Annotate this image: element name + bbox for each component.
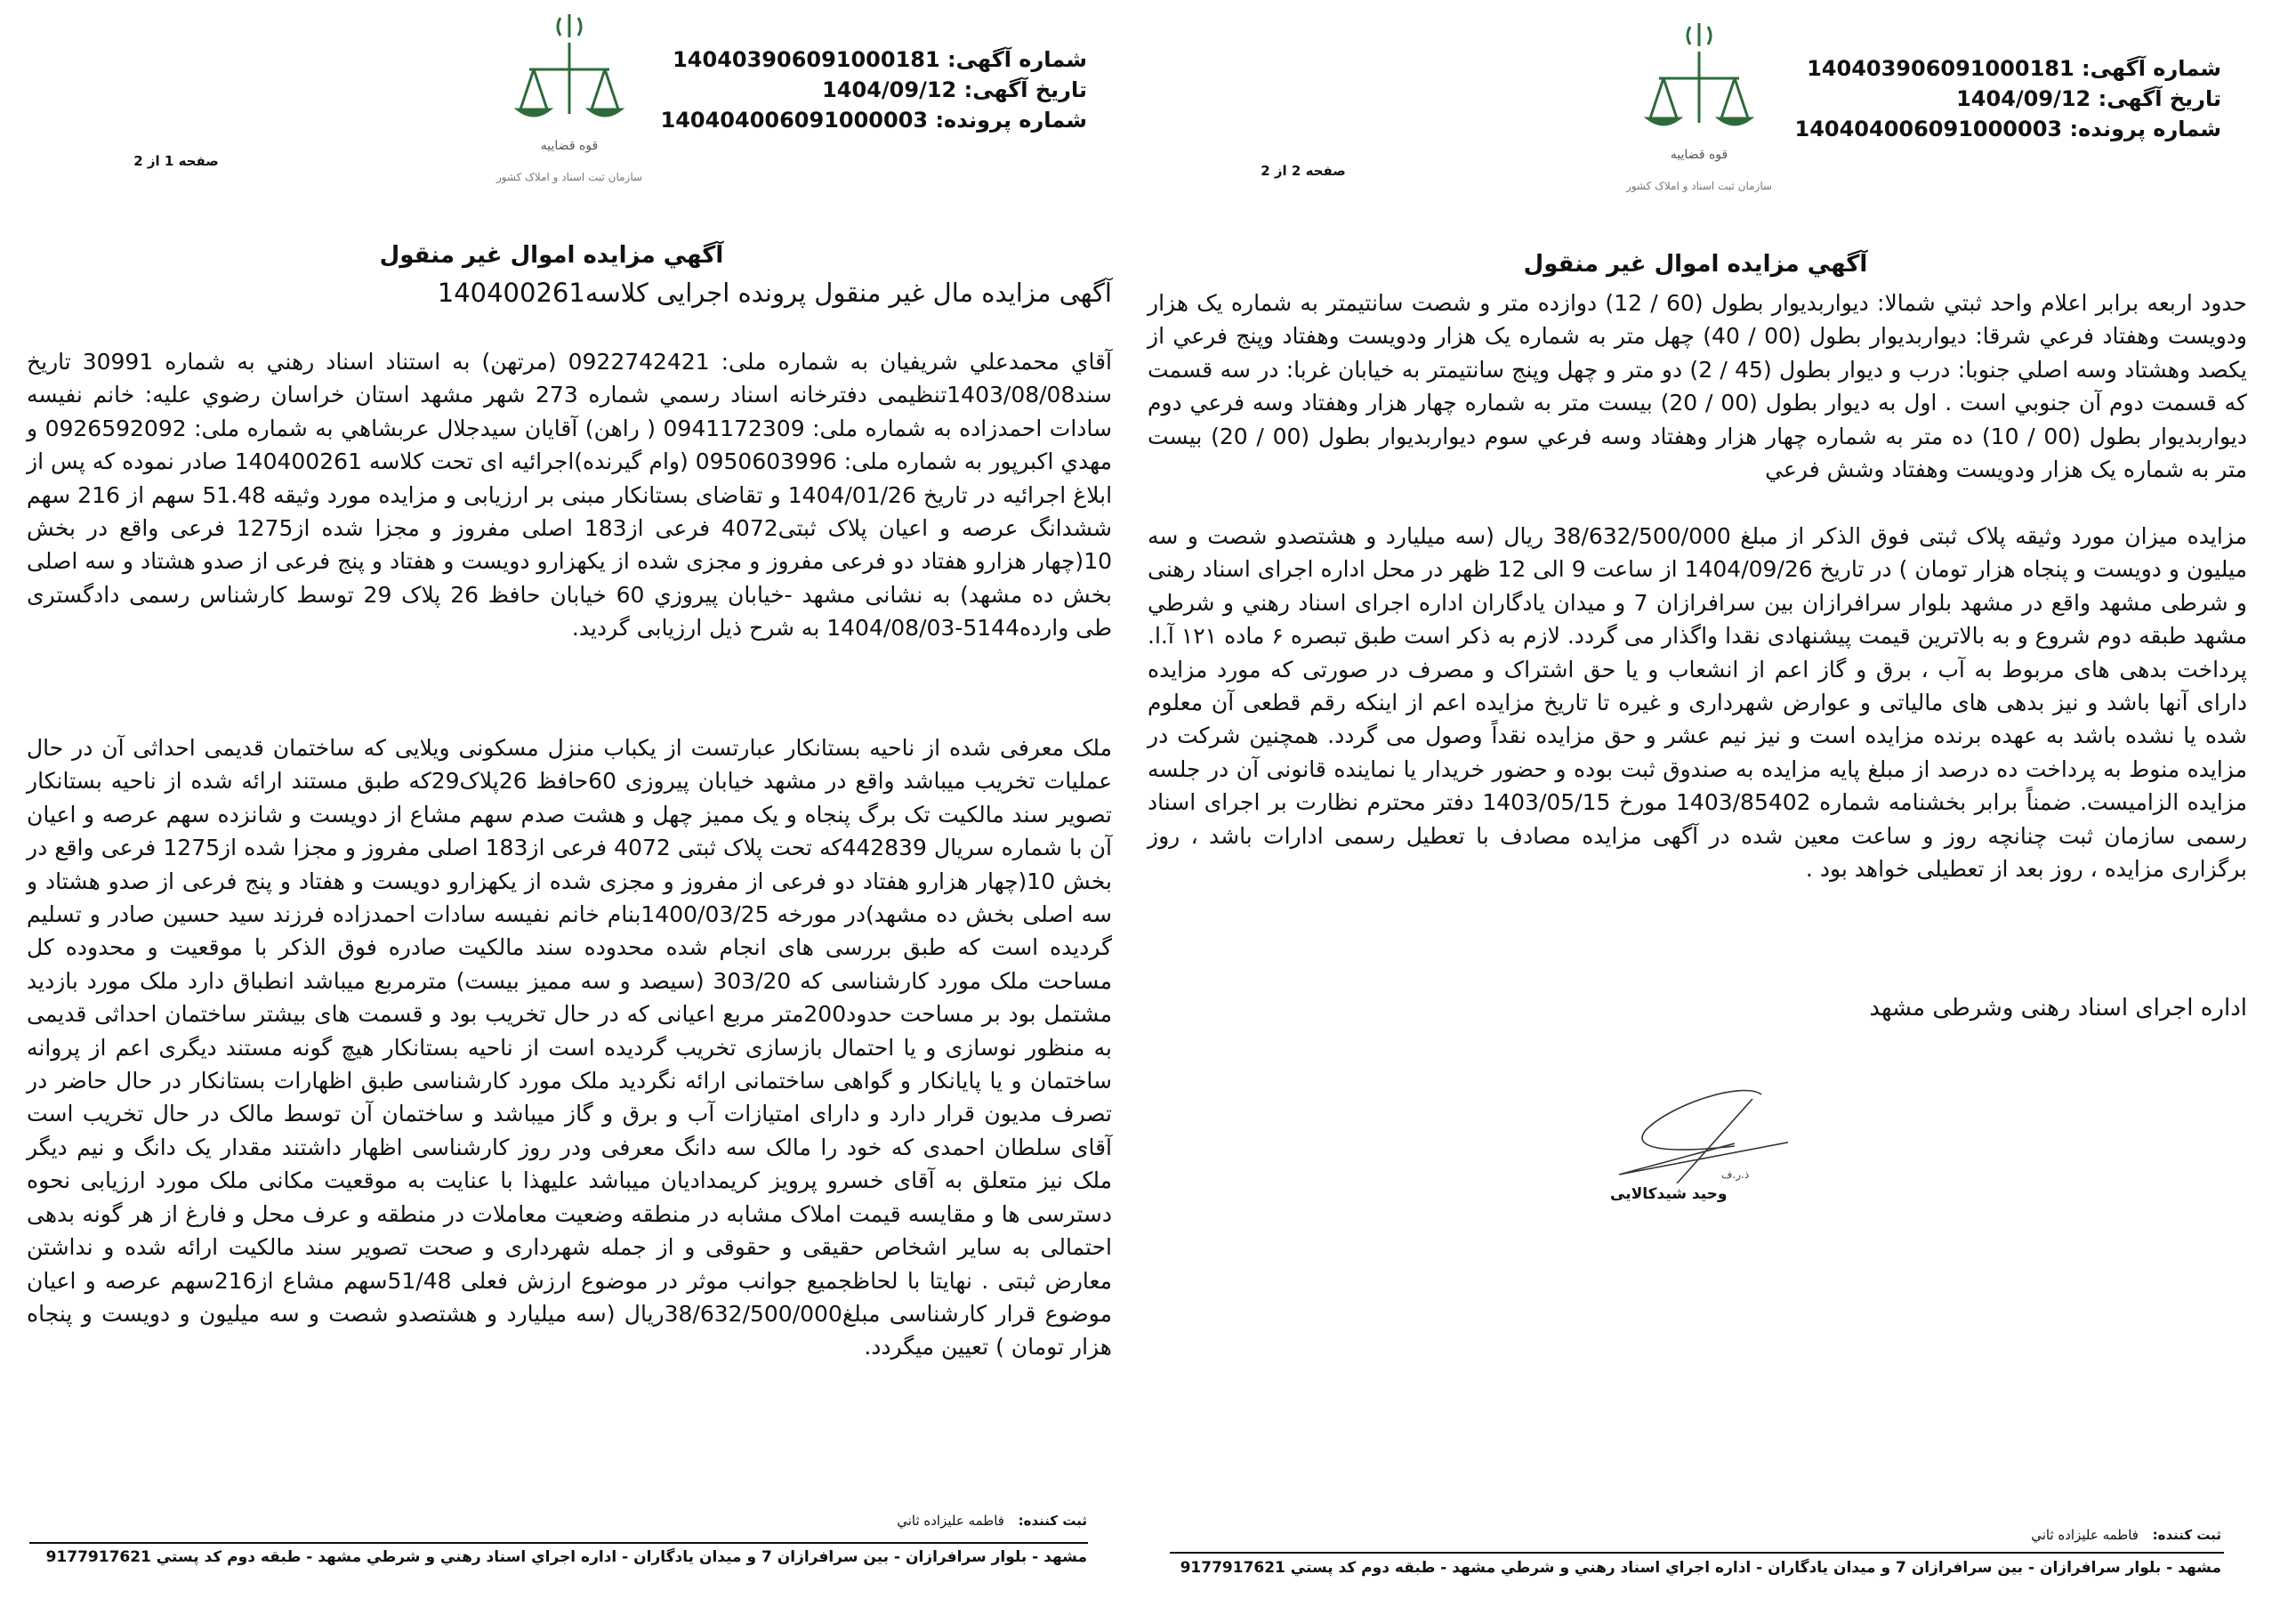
file-number: شماره پرونده: 140404006091000003: [1794, 117, 2221, 141]
body-paragraph: ملک معرفی شده از ناحيه بستانكار عبارتست از يكباب منزل مسكونی ويلايی كه ساختمان قديمی احداثی آن در حال عمليات تخريب ميباشد واقع در مشهد خيابان پيروزی 60حافظ 26پلاک29كه طبق مستند ارائه شده از ناحيه بستانكار تصوير سند مالكيت تک برگ پنجاه و يک مميز چهل و هشت صدم سهم مشاع از دويست و شانزده سهم عرصه و اعيان آن با شماره سريال 442839كه تحت پلاک ثبتی 4072 فرعی از183 اصلی مفروز و مجزا شده از1275 فرعی واقع در بخش 10(چهار هزارو هفتاد دو فرعی از مفروز و مجزی شده از يكهزارو دويست و هفتاد و پنج فرعی از صدو هشتاد و سه اصلی بخش ده مشهد)در مورخه 1400/03/25بنام خانم نفيسه سادات احمدزاده فرزند سيد حسين صادر و تسليم گرديده است كه طبق بررسی های انجام شده محدوده سند مالكيت صادره فوق الذكر با موقعيت و محدوده كل مساحت ملک مورد كارشناسی كه 303/20 (سيصد و سه مميز بيست) مترمربع ميباشد انطباق دارد ملک مورد بازديد مشتمل بود بر مساحت حدود200متر مربع اعيانی كه در حال تخريب بود و قسمت های بيشتر ساختمان احداثی قديمی به منظور نوسازی و يا احتمال بازسازی تخريب گرديده است از ناحيه بستانكار هيچ گونه مستند ديگری اعم از پروانه ساختمان و يا پايانكار و گواهی ساختمانی ارائه نگرديد ملک مورد كارشناسی طبق اظهارات بستانكار در حال حاضر در تصرف مديون قرار دارد و دارای امتيازات آب و برق و گاز ميباشد و ساختمان آن توسط مالک در حال تخريب است آقای سلطان احمدی كه خود را مالک سه دانگ معرفی ودر روز كارشناسی اظهار داشتند مقدار يک دانگ و نيم ديگر ملک نيز متعلق به آقای خسرو پرويز كريمداديان ميباشد عليهذا با عنايت به موقعيت مكانی ملک مورد ارزيابی نحوه دسترسی ها و مقايسه قيمت املاک مشابه در منطقه وضعيت معاملات در منطقه و عرف محل و فارغ از هر گونه بدهی احتمالی به ساير اشخاص حقيقی و حقوقی و از جمله شهرداری و صحت تصوير سند مالكيت ارائه شده و نداشتن معارض ثبتی . نهايتا با لحاظجميع جوانب موثر در موضوع ارزش فعلی 51/48سهم مشاع از216سهم عرصه و اعيان موضوع قرار كارشناسی مبلغ38/632/500/000ريال (سه ميليارد و هشتصدو شصت و سه ميليون و دويست و پنجاه هزار تومان ) تعيين ميگردد.: [27, 735, 1113, 1361]
svg-text:قوه قضاییه: قوه قضاییه: [540, 139, 599, 153]
notice-subtitle: آگهی مزایده مال غیر منقول پرونده اجرایی کلاسه140400261: [437, 278, 1112, 308]
svg-text:سازمان ثبت اسناد و املاک کشور: سازمان ثبت اسناد و املاک کشور: [495, 171, 643, 183]
body-paragraph: حدود اربعه برابر اعلام واحد ثبتي شمالا: ديواربديوار بطول (60 / 12) دوازده متر و شصت سانتيمتر به شماره يک هزار ودويست وهفتاد فرعي شرقا: ديواربديوار بطول (00 / 40) چهل متر به شماره يک هزار ودويست وهفتاد وپنج فرعي از يكصد وهشتاد وسه اصلي جنوبا: درب و ديوار بطول (45 / 2) دو متر و چهل وپنج سانتيمتر به خيابان غربا: در سه قسمت كه قسمت دوم آن جنوبي است . اول به ديوار بطول (00 / 20) بيست متر به شماره چهار هزار وهفتاد وسه فرعي دوم ديواربديوار بطول (00 / 10) ده متر به شماره چهار هزار وهفتاد وسه فرعي سوم ديواربديوار بطول (00 / 20) بيست متر به شماره يک هزار ودويست وهفتاد وشش فرعي: [1148, 290, 2248, 483]
handwritten-signature-icon: [1592, 1068, 1788, 1183]
page-title: آگهي مزايده اموال غير منقول: [379, 242, 724, 269]
body-paragraph: آقاي محمدعلي شريفيان به شماره ملی: 0922742421 (مرتهن) به استناد اسناد رهني به شماره 30991 تاريخ سند1403/08/08تنظيمی دفترخانه اسناد رسمي شماره 273 شهر مشهد استان خراسان رضوي عليه: خانم نفيسه سادات احمدزاده به شماره ملی: 0941172309 ( راهن) آقايان سيدجلال عربشاهي به شماره ملی: 0926592092 و مهدي اكبرپور به شماره ملی: 0950603996 (وام گيرنده)اجرائيه ای تحت كلاسه 140400261 صادر نموده كه پس از ابلاغ اجرائيه در تاريخ 1404/01/26 و تقاضای بستانكار مبنی بر ارزيابی و مزايده مورد وثيقه 51.48 سهم از 216 سهم ششدانگ عرصه و اعيان پلاک ثبتی4072 فرعی از183 اصلی مفروز و مجزا شده از1275 فرعی واقع در بخش 10(چهار هزارو هفتاد دو فرعی مفروز و مجزی شده از يكهزارو دويست و هفتاد و پنج فرعی از صدو هشتاد و سه اصلی بخش ده مشهد) به نشانی مشهد -خيابان پيروزي 60 خيابان حافظ 26 پلاک 29 توسط كارشناس رسمی دادگستری طی وارده5144-1404/08/03 به شرح ذيل ارزيابی گرديد.: [27, 349, 1113, 642]
scales-of-justice-icon: [480, 7, 658, 194]
registrar-label: ثبت كننده:: [1018, 1513, 1087, 1529]
body-paragraph: مزايده ميزان مورد وثيقه پلاک ثبتی فوق الذكر از مبلغ 38/632/500/000 ريال (سه ميليارد و هشتصدو شصت و سه ميليون و دويست و پنجاه هزار تومان ) در تاريخ 1404/09/26 از ساعت 9 الی 12 ظهر در محل اداره اجرای اسناد رهنی و شرطی مشهد واقع در مشهد بلوار سرافرازان بين سرافرازان 7 و ميدان يادگاران اداره اجرای اسناد رهني و شرطي مشهد طبقه دوم شروع و به بالاترين قيمت پيشنهادی نقدا واگذار می گردد. لازم به ذكر است طبق تبصره ۶ ماده ۱۲۱ آ.ا. پرداخت بدهی های مربوط به آب ، برق و گاز اعم از انشعاب و يا حق اشتراک و مصرف در صورتی كه مورد مزايده دارای آنها باشد و نيز بدهی های مالياتی و عوارض شهرداری و غيره تا تاريخ مزايده اعم از اينكه رقم قطعی آن معلوم شده يا نشده باشد به عهده برنده مزايده است و نيز نيم عشر و حق مزايده نقداً وصول می گردد. همچنين شركت در مزايده منوط به پرداخت ده درصد از مبلغ پايه مزايده به صندوق ثبت بوده و حضور خريدار يا نماينده قانونی آن در جلسه مزايده الزاميست. ضمناً برابر بخشنامه شماره 1403/85402 مورخ 1403/05/15 دفتر محترم نظارت بر اجرای اسناد رسمی سازمان ثبت چنانچه روز و ساعت معين شده در آگهی مزايده مصادف با تعطيل رسمی ادارات باشد ، روز برگزاری مزايده ، روز بعد از تعطيلی خواهد بود .: [1148, 523, 2248, 883]
page-number: صفحه 1 از 2: [133, 153, 219, 169]
svg-text:قوه قضاییه: قوه قضاییه: [1670, 148, 1728, 162]
header-info: [661, 44, 1088, 135]
registrar-label: ثبت كننده:: [2152, 1527, 2221, 1543]
registrar-name: فاطمه عليزاده ثاني: [897, 1513, 1004, 1529]
notice-number: شماره آگهی: 140403906091000181: [673, 47, 1087, 72]
signature: [1592, 1068, 1788, 1219]
notice-date: تاریخ آگهی: 1404/09/12: [1956, 86, 2221, 111]
signer-name: وحيد شيدكالايی: [1610, 1185, 1728, 1203]
notice-date: تاریخ آگهی: 1404/09/12: [822, 77, 1087, 102]
svg-text:سازمان ثبت اسناد و املاک کشور: سازمان ثبت اسناد و املاک کشور: [1625, 180, 1773, 192]
file-number: شماره پرونده: 140404006091000003: [660, 108, 1087, 133]
footer-address: مشهد - بلوار سرافرازان - بين سرافرازان 7 و ميدان يادگاران - اداره اجراي اسناد رهني و شرطي مشهد - طبقه دوم كد پستي 9177917621: [1180, 1559, 2221, 1577]
footer-divider: [1170, 1552, 2224, 1554]
page-2: [1148, 0, 2296, 1607]
judiciary-logo: [480, 7, 658, 194]
footer-address: مشهد - بلوار سرافرازان - بين سرافرازان 7 و ميدان يادگاران - اداره اجراي اسناد رهني و شرطي مشهد - طبقه دوم كد پستي 9177917621: [45, 1548, 1087, 1566]
signature-note: ذ.ر.ف: [1721, 1168, 1750, 1181]
registrar-name: فاطمه عليزاده ثاني: [2031, 1527, 2139, 1543]
footer-divider: [29, 1542, 1088, 1544]
judiciary-logo: [1610, 16, 1788, 203]
office-name: اداره اجرای اسناد رهنی وشرطی مشهد: [1869, 995, 2247, 1022]
scales-of-justice-icon: [1610, 16, 1788, 203]
notice-number: شماره آگهی: 140403906091000181: [1807, 56, 2221, 81]
header-info: [1795, 53, 2222, 144]
registrar: [2031, 1527, 2221, 1543]
page-title: آگهي مزايده اموال غير منقول: [1523, 251, 1868, 278]
registrar: [897, 1513, 1087, 1529]
page-number: صفحه 2 از 2: [1261, 163, 1346, 179]
